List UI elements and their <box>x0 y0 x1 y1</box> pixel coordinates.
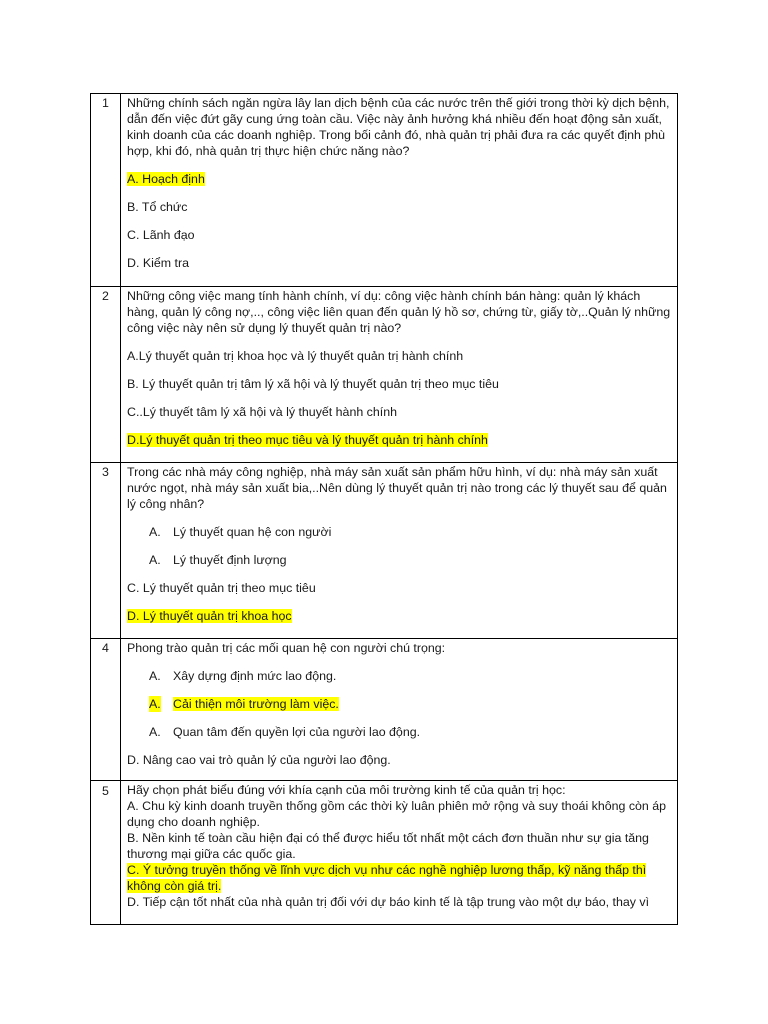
question-cell <box>121 781 678 925</box>
list-marker: A. <box>149 725 161 739</box>
answer-option: B. Nền kinh tế toàn cầu hiện đại có thể được hiểu tốt nhất một cách đơn thuần như sự gia tăng thương mại giữa các quốc gia. <box>127 831 649 861</box>
question-text: Những công việc mang tính hành chính, ví dụ: công việc hành chính bán hàng: quản lý khách hàng, quản lý công nợ,.., công việc liên quan đến quản lý hồ sơ, chứng từ, giấy tờ,..Quản lý những công việc này nên sử dụng lý thuyết quản trị nào? <box>127 289 671 335</box>
answer-option <box>127 668 673 684</box>
list-marker: A. <box>149 525 161 539</box>
answer-option-text: Cải thiện môi trường làm việc. <box>173 697 339 711</box>
question-number: 1 <box>91 94 121 287</box>
answer-option <box>127 724 673 740</box>
answer-option: C. Lãnh đạo <box>127 228 195 242</box>
list-marker: A. <box>149 697 161 711</box>
answer-option-highlighted <box>127 696 673 712</box>
answer-option-highlighted: D. Lý thuyết quản trị khoa học <box>127 609 292 623</box>
list-marker: A. <box>149 553 161 567</box>
answer-option-highlighted: A. Hoạch định <box>127 172 205 186</box>
question-cell <box>121 639 678 781</box>
question-cell <box>121 463 678 639</box>
answer-option-text: Lý thuyết quan hệ con người <box>173 525 332 539</box>
question-number: 4 <box>91 639 121 781</box>
answer-option <box>127 552 673 568</box>
question-number: 3 <box>91 463 121 639</box>
question-cell <box>121 94 678 287</box>
question-text: Trong các nhà máy công nghiệp, nhà máy sản xuất sản phẩm hữu hình, ví dụ: nhà máy sản xuất nước ngọt, nhà máy sản xuất bia,..Nên dùng lý thuyết quản trị nào trong các lý thuyết sau để quản lý công nhân? <box>127 465 667 511</box>
answer-option <box>127 524 673 540</box>
question-text: Phong trào quản trị các mối quan hệ con người chú trọng: <box>127 641 446 655</box>
answer-option: A.Lý thuyết quản trị khoa học và lý thuyết quản trị hành chính <box>127 349 464 363</box>
question-cell <box>121 287 678 463</box>
question-row <box>91 287 678 463</box>
question-row <box>91 463 678 639</box>
answer-option-highlighted: D.Lý thuyết quản trị theo mục tiêu và lý thuyết quản trị hành chính <box>127 433 488 447</box>
list-marker: A. <box>149 669 161 683</box>
question-row <box>91 781 678 925</box>
answer-option: C. Lý thuyết quản trị theo mục tiêu <box>127 581 316 595</box>
question-row <box>91 94 678 287</box>
question-text: Hãy chọn phát biểu đúng với khía cạnh của môi trường kinh tế của quản trị học: <box>127 783 566 797</box>
question-number: 2 <box>91 287 121 463</box>
answer-option-text: Quan tâm đến quyền lợi của người lao động. <box>173 725 421 739</box>
answer-option: D. Nâng cao vai trò quản lý của người lao động. <box>127 753 391 767</box>
answer-option-text: Lý thuyết định lượng <box>173 553 287 567</box>
answer-option-text: Xây dựng định mức lao động. <box>173 669 337 683</box>
answer-option-highlighted: C. Ý tưởng truyền thống về lĩnh vực dịch vụ như các nghề nghiệp lương thấp, kỹ năng thấp thì không còn giá trị. <box>127 863 647 893</box>
question-text: Những chính sách ngăn ngừa lây lan dịch bệnh của các nước trên thế giới trong thời kỳ dịch bệnh, dẫn đến việc đứt gãy cung ứng toàn cầu. Việc này ảnh hưởng khá nhiều đến hoạt động sản xuất, kinh doanh của các doanh nghiệp. Trong bối cảnh đó, nhà quản trị phải đưa ra các quyết định phù hợp, khi đó, nhà quản trị thực hiện chức năng nào? <box>127 96 670 158</box>
question-number: 5 <box>91 781 121 925</box>
answer-option: C..Lý thuyết tâm lý xã hội và lý thuyết hành chính <box>127 405 397 419</box>
answer-option: B. Lý thuyết quản trị tâm lý xã hội và lý thuyết quản trị theo mục tiêu <box>127 377 499 391</box>
answer-option: A. Chu kỳ kinh doanh truyền thống gồm các thời kỳ luân phiên mở rộng và suy thoái không còn áp dụng cho doanh nghiệp. <box>127 799 667 829</box>
answer-option: D. Kiểm tra <box>127 256 189 270</box>
answer-option: B. Tổ chức <box>127 200 188 214</box>
answer-option: D. Tiếp cận tốt nhất của nhà quản trị đối với dự báo kinh tế là tập trung vào một dự báo, thay vì <box>127 895 650 909</box>
quiz-table <box>90 93 678 925</box>
question-row <box>91 639 678 781</box>
